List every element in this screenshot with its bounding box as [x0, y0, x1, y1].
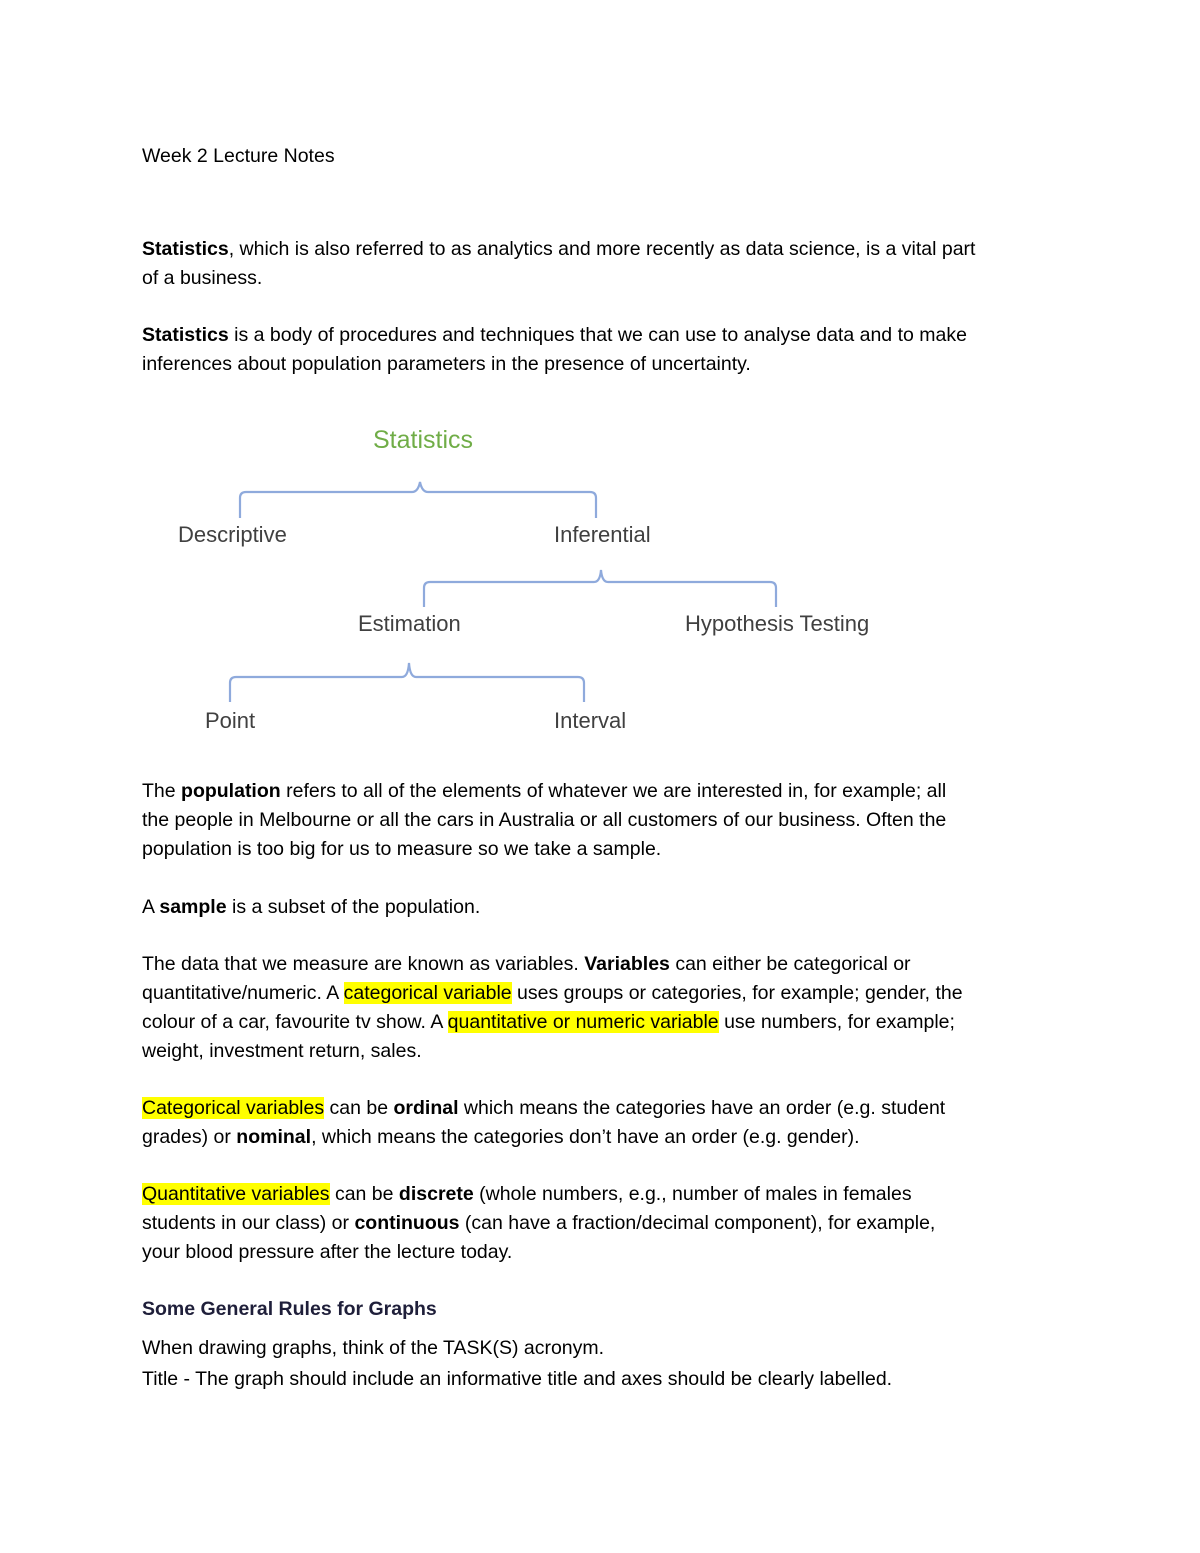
- paragraph-quantitative: [142, 1180, 912, 1209]
- bracket-estimation: [230, 663, 584, 702]
- node-descriptive: Descriptive: [178, 522, 287, 547]
- paragraph-statistics-definition-2: [142, 321, 967, 350]
- paragraph-line: [142, 1209, 935, 1238]
- node-point: Point: [205, 708, 256, 733]
- paragraph-text: (whole numbers, e.g., number of males in females: [473, 1183, 912, 1205]
- paragraph-text: can be: [324, 1097, 394, 1119]
- paragraph-line: your blood pressure after the lecture today.: [142, 1241, 513, 1263]
- highlighted-term: categorical variable: [343, 982, 512, 1004]
- paragraph-text: grades) or: [142, 1126, 237, 1148]
- node-inferential: Inferential: [554, 522, 651, 547]
- paragraph-text: quantitative/numeric. A: [142, 982, 344, 1004]
- paragraph-text: The data that we measure are known as variables.: [142, 953, 585, 975]
- node-hypothesis-testing: Hypothesis Testing: [685, 611, 870, 636]
- paragraph-line: Title - The graph should include an informative title and axes should be clearly labelled.: [142, 1368, 893, 1390]
- page-title: Week 2 Lecture Notes: [142, 145, 335, 167]
- paragraph-text: uses groups or categories, for example; gender, the: [511, 982, 963, 1004]
- bold-term: discrete: [398, 1183, 474, 1205]
- paragraph-line: [142, 979, 963, 1008]
- bold-term: Statistics: [142, 238, 229, 260]
- paragraph-text: refers to all of the elements of whatever we are interested in, for example; all: [280, 780, 947, 802]
- paragraph-text: can either be categorical or: [669, 953, 911, 975]
- diagram-brackets: [0, 410, 1200, 750]
- bold-term: Statistics: [142, 324, 229, 346]
- statistics-hierarchy-diagram: [0, 410, 1200, 750]
- bold-term: nominal: [236, 1126, 312, 1148]
- paragraph-text: which means the categories have an order (e.g. student: [458, 1097, 946, 1119]
- highlighted-term: Quantitative variables: [142, 1183, 330, 1205]
- section-heading: Some General Rules for Graphs: [142, 1298, 437, 1320]
- paragraph-line: inferences about population parameters in the presence of uncertainty.: [142, 353, 751, 375]
- paragraph-text: , which is also referred to as analytics and more recently as data science, is a vital part: [228, 238, 976, 260]
- paragraph-line: [142, 1123, 860, 1152]
- paragraph-text: colour of a car, favourite tv show. A: [142, 1011, 448, 1033]
- node-statistics: Statistics: [373, 426, 474, 454]
- paragraph-categorical: [142, 1094, 945, 1123]
- bracket-statistics: [240, 482, 596, 518]
- bold-term: Variables: [584, 953, 670, 975]
- paragraph-variables: [142, 950, 911, 979]
- highlighted-term: Categorical variables: [142, 1097, 325, 1119]
- paragraph-text: A: [142, 896, 160, 918]
- paragraph-text: , which means the categories don’t have an order (e.g. gender).: [311, 1126, 860, 1148]
- highlighted-term: quantitative or numeric variable: [447, 1011, 719, 1033]
- paragraph-text: The: [142, 780, 182, 802]
- paragraph-text: is a body of procedures and techniques that we can use to analyse data and to make: [228, 324, 967, 346]
- paragraph-text: (can have a fraction/decimal component), for example,: [459, 1212, 936, 1234]
- bold-term: sample: [159, 896, 227, 918]
- paragraph-line: of a business.: [142, 267, 263, 289]
- bold-term: continuous: [354, 1212, 460, 1234]
- paragraph-text: is a subset of the population.: [226, 896, 481, 918]
- paragraph-text: use numbers, for example;: [718, 1011, 955, 1033]
- bracket-inferential: [424, 570, 776, 607]
- bold-term: ordinal: [393, 1097, 459, 1119]
- paragraph-statistics-definition-1: [142, 235, 975, 264]
- paragraph-text: students in our class) or: [142, 1212, 355, 1234]
- bold-term: population: [181, 780, 281, 802]
- paragraph-line: population is too big for us to measure so we take a sample.: [142, 838, 662, 860]
- paragraph-line: the people in Melbourne or all the cars in Australia or all customers of our business. Often the: [142, 809, 947, 831]
- paragraph-line: When drawing graphs, think of the TASK(S) acronym.: [142, 1337, 605, 1359]
- paragraph-line: weight, investment return, sales.: [142, 1040, 422, 1062]
- paragraph-population: [142, 777, 946, 806]
- node-interval: Interval: [554, 708, 627, 733]
- paragraph-line: [142, 1008, 955, 1037]
- node-estimation: Estimation: [358, 611, 461, 636]
- paragraph-text: can be: [329, 1183, 399, 1205]
- paragraph-sample: [142, 893, 480, 922]
